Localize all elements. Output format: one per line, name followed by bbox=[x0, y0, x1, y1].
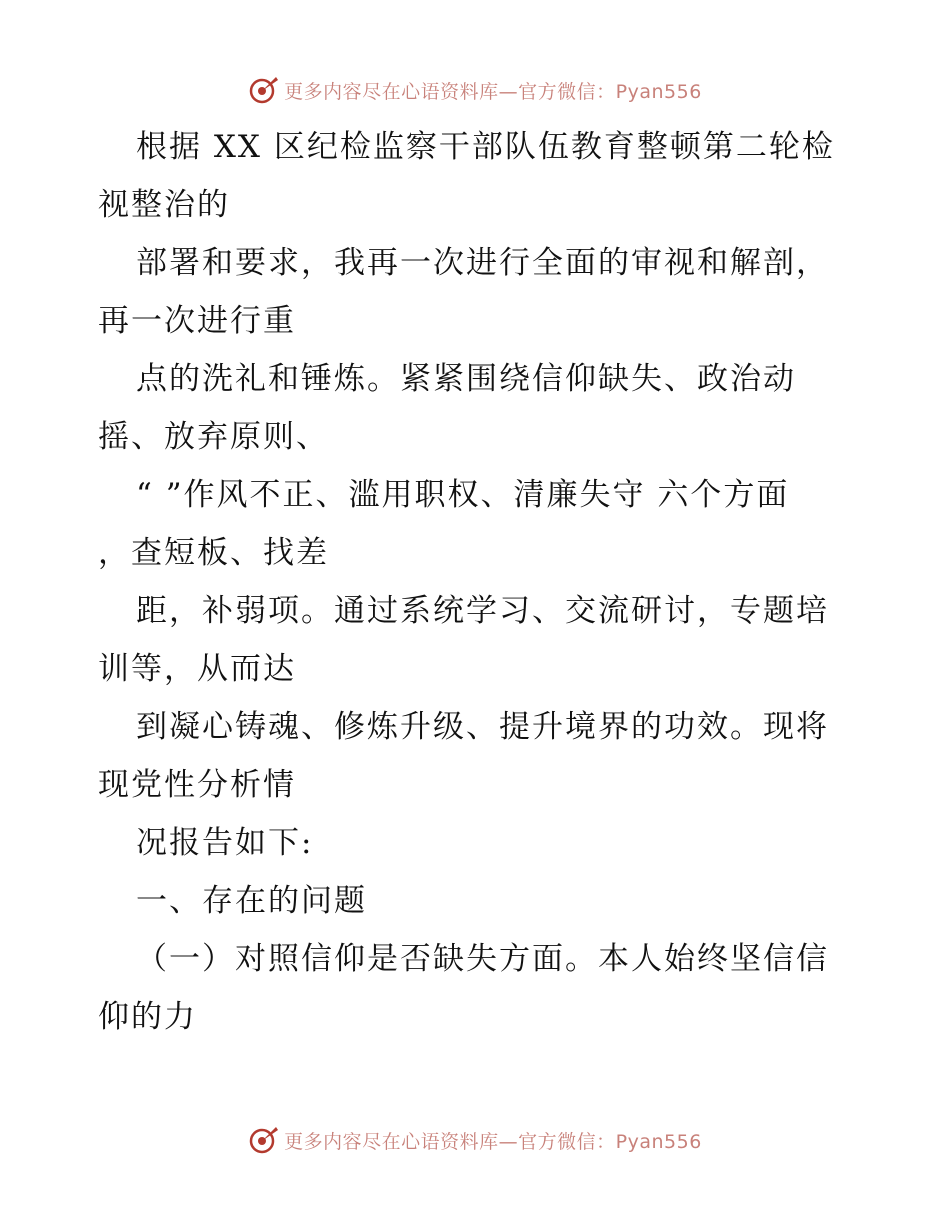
section-heading: 一、存在的问题 bbox=[136, 883, 367, 919]
text-line: 距，补弱项。通过系统学习、交流研讨，专题培 bbox=[136, 593, 829, 629]
quill-logo-icon bbox=[248, 1124, 280, 1156]
text-line: 现党性分析情 bbox=[98, 767, 296, 803]
watermark-text: 更多内容尽在心语资料库—官方微信：Pyan556 bbox=[284, 80, 702, 103]
text-line: 训等，从而达 bbox=[98, 651, 296, 687]
text-line: 摇、放弃原则、 bbox=[98, 419, 329, 455]
quill-logo-icon bbox=[248, 74, 280, 106]
footer-watermark bbox=[0, 1120, 950, 1160]
text-line: 到凝心铸魂、修炼升级、提升境界的功效。现将 bbox=[136, 709, 829, 745]
text-line: 点的洗礼和锤炼。紧紧围绕信仰缺失、政治动 bbox=[136, 361, 796, 397]
text-line: 仰的力 bbox=[98, 999, 197, 1035]
text-line: 视整治的 bbox=[98, 187, 230, 223]
text-line: 部署和要求，我再一次进行全面的审视和解剖， bbox=[136, 245, 829, 281]
header-watermark bbox=[0, 70, 950, 110]
text-line: 况报告如下: bbox=[136, 825, 314, 861]
watermark-text: 更多内容尽在心语资料库—官方微信：Pyan556 bbox=[284, 1130, 702, 1153]
document-body bbox=[98, 118, 858, 1046]
text-line: 再一次进行重 bbox=[98, 303, 296, 339]
text-line: “ ”作风不正、滥用职权、清廉失守 六个方面 bbox=[136, 477, 790, 513]
text-line: 根据 XX 区纪检监察干部队伍教育整顿第二轮检 bbox=[136, 129, 835, 165]
text-line: （一）对照信仰是否缺失方面。本人始终坚信信 bbox=[136, 941, 829, 977]
text-line: ，查短板、找差 bbox=[98, 535, 329, 571]
